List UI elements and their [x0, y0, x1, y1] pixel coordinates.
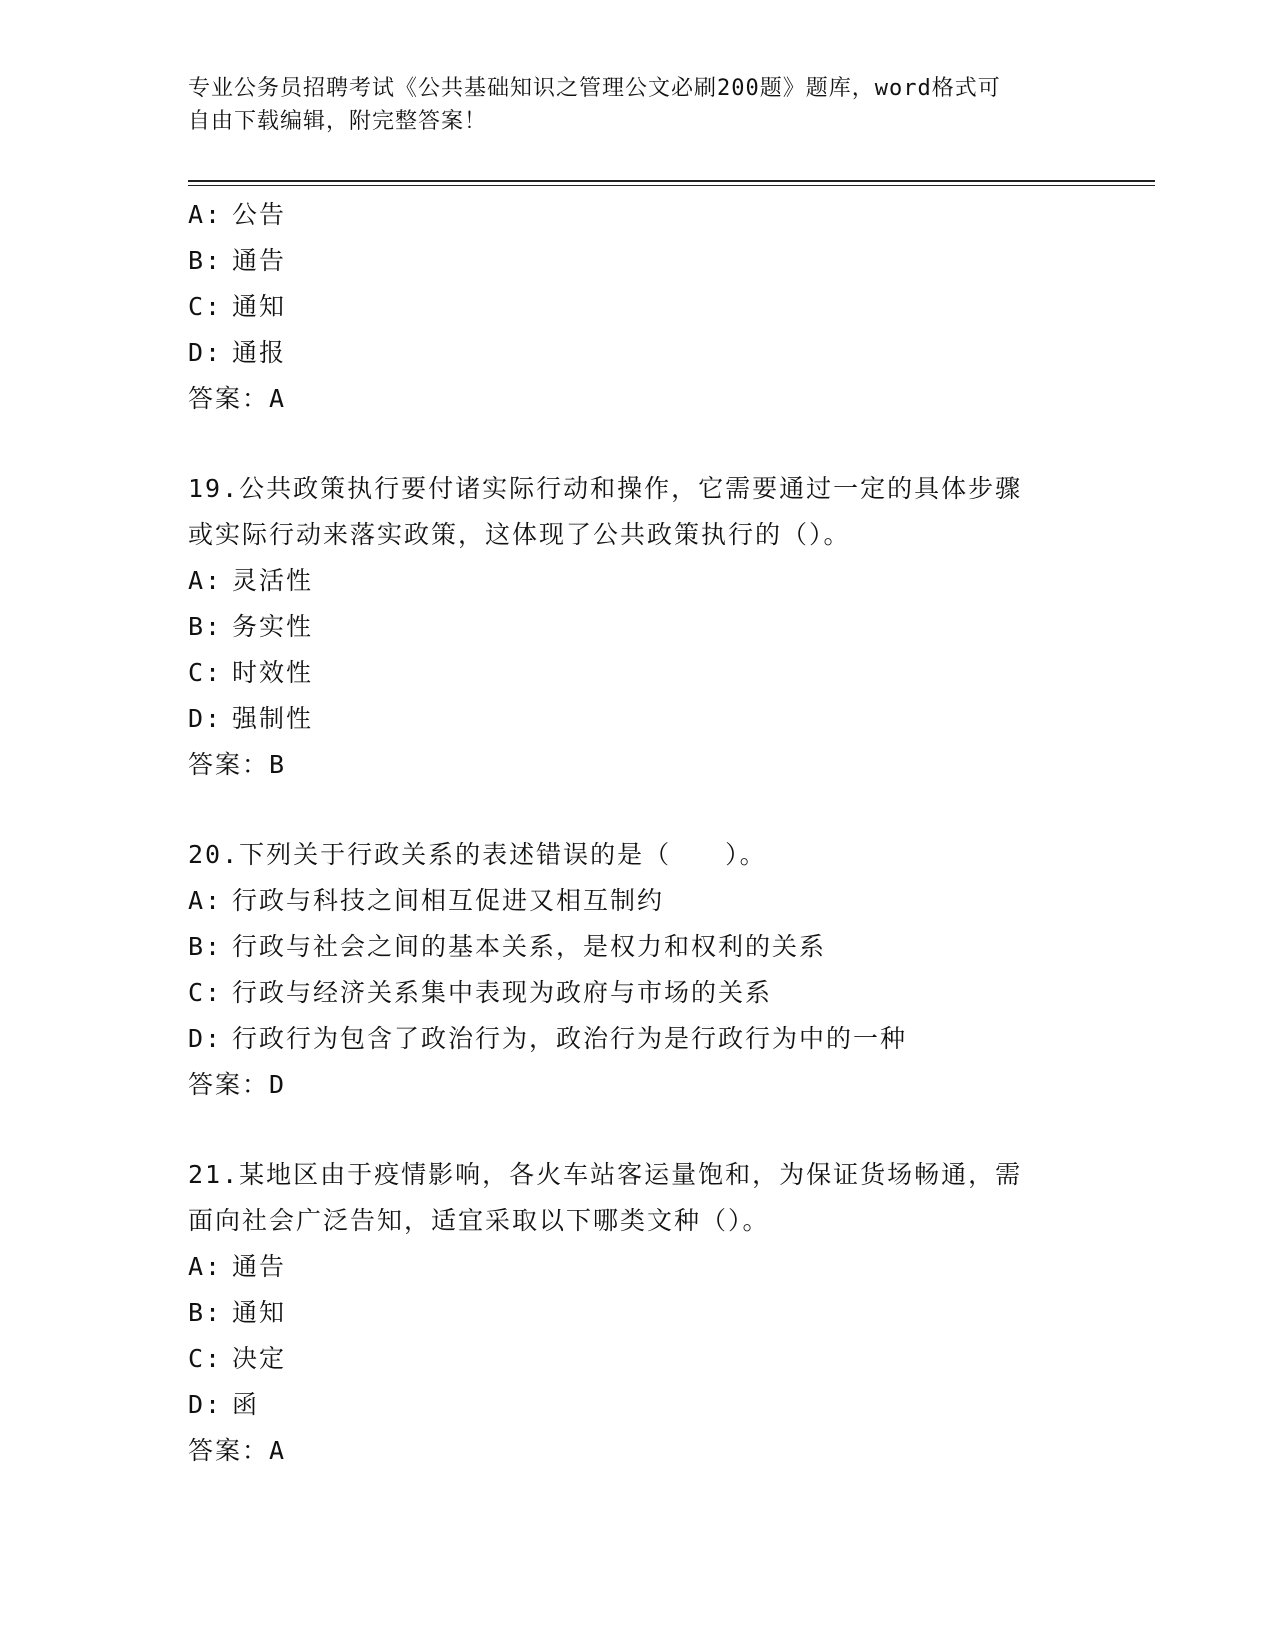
answer-label: 答案：: [188, 1436, 270, 1465]
question-21: [188, 1152, 1088, 1474]
question-list: [188, 192, 1088, 1518]
option-letter: B:: [188, 612, 223, 641]
option-letter: D:: [188, 1390, 223, 1419]
option-letter: C:: [188, 658, 223, 687]
option-c: [188, 284, 1088, 330]
option-letter: C:: [188, 292, 223, 321]
option-text: 决定: [232, 1344, 287, 1373]
question-stem-line-1: 20.下列关于行政关系的表述错误的是（ ）。: [188, 840, 767, 869]
option-b: [188, 1290, 1088, 1336]
option-b: [188, 604, 1088, 650]
option-a: [188, 878, 1088, 924]
option-text: 强制性: [232, 704, 314, 733]
option-a: [188, 1244, 1088, 1290]
option-c: [188, 1336, 1088, 1382]
question-stem-line-1: 19.公共政策执行要付诸实际行动和操作，它需要通过一定的具体步骤: [188, 474, 1023, 503]
question-20: [188, 832, 1088, 1108]
option-d: [188, 696, 1088, 742]
option-text: 函: [232, 1390, 260, 1419]
option-letter: D:: [188, 338, 223, 367]
answer-value: A: [269, 384, 287, 413]
question-stem-line-2: 或实际行动来落实政策，这体现了公共政策执行的（）。: [188, 520, 851, 549]
answer-label: 答案：: [188, 384, 270, 413]
option-text: 公告: [232, 200, 287, 229]
header-rule-thin: [188, 185, 1155, 186]
answer-label: 答案：: [188, 750, 270, 779]
option-b: [188, 238, 1088, 284]
option-text: 通知: [232, 1298, 287, 1327]
answer-value: A: [269, 1436, 287, 1465]
option-a: [188, 192, 1088, 238]
option-text: 行政与社会之间的基本关系，是权力和权利的关系: [232, 932, 827, 961]
option-a: [188, 558, 1088, 604]
question-19: [188, 466, 1088, 788]
option-c: [188, 650, 1088, 696]
question-stem-line-1: 21.某地区由于疫情影响，各火车站客运量饱和，为保证货场畅通，需: [188, 1160, 1023, 1189]
option-letter: A:: [188, 566, 223, 595]
page-header: [188, 72, 1068, 138]
answer-line: [188, 1062, 1088, 1108]
option-letter: B:: [188, 1298, 223, 1327]
option-text: 灵活性: [232, 566, 314, 595]
option-text: 通报: [232, 338, 287, 367]
option-text: 通知: [232, 292, 287, 321]
option-letter: A:: [188, 1252, 223, 1281]
option-d: [188, 1382, 1088, 1428]
option-c: [188, 970, 1088, 1016]
answer-label: 答案：: [188, 1070, 270, 1099]
answer-value: B: [269, 750, 287, 779]
option-letter: C:: [188, 978, 223, 1007]
option-text: 务实性: [232, 612, 314, 641]
option-letter: A:: [188, 886, 223, 915]
option-letter: D:: [188, 704, 223, 733]
option-d: [188, 330, 1088, 376]
option-text: 通告: [232, 1252, 287, 1281]
option-letter: D:: [188, 1024, 223, 1053]
option-b: [188, 924, 1088, 970]
header-rule-thick: [188, 180, 1155, 182]
option-text: 行政与经济关系集中表现为政府与市场的关系: [232, 978, 773, 1007]
option-d: [188, 1016, 1088, 1062]
option-text: 行政与科技之间相互促进又相互制约: [232, 886, 665, 915]
header-line-2: 自由下载编辑，附完整答案！: [188, 109, 488, 134]
answer-value: D: [269, 1070, 287, 1099]
option-text: 时效性: [232, 658, 314, 687]
option-letter: C:: [188, 1344, 223, 1373]
answer-line: [188, 742, 1088, 788]
option-text: 行政行为包含了政治行为，政治行为是行政行为中的一种: [232, 1024, 908, 1053]
option-letter: B:: [188, 246, 223, 275]
answer-line: [188, 376, 1088, 422]
option-letter: A:: [188, 200, 223, 229]
header-line-1: 专业公务员招聘考试《公共基础知识之管理公文必刷200题》题库，word格式可: [188, 76, 1001, 101]
answer-line: [188, 1428, 1088, 1474]
question-stem-line-2: 面向社会广泛告知，适宜采取以下哪类文种（）。: [188, 1206, 770, 1235]
option-letter: B:: [188, 932, 223, 961]
option-text: 通告: [232, 246, 287, 275]
question-partial: [188, 192, 1088, 422]
